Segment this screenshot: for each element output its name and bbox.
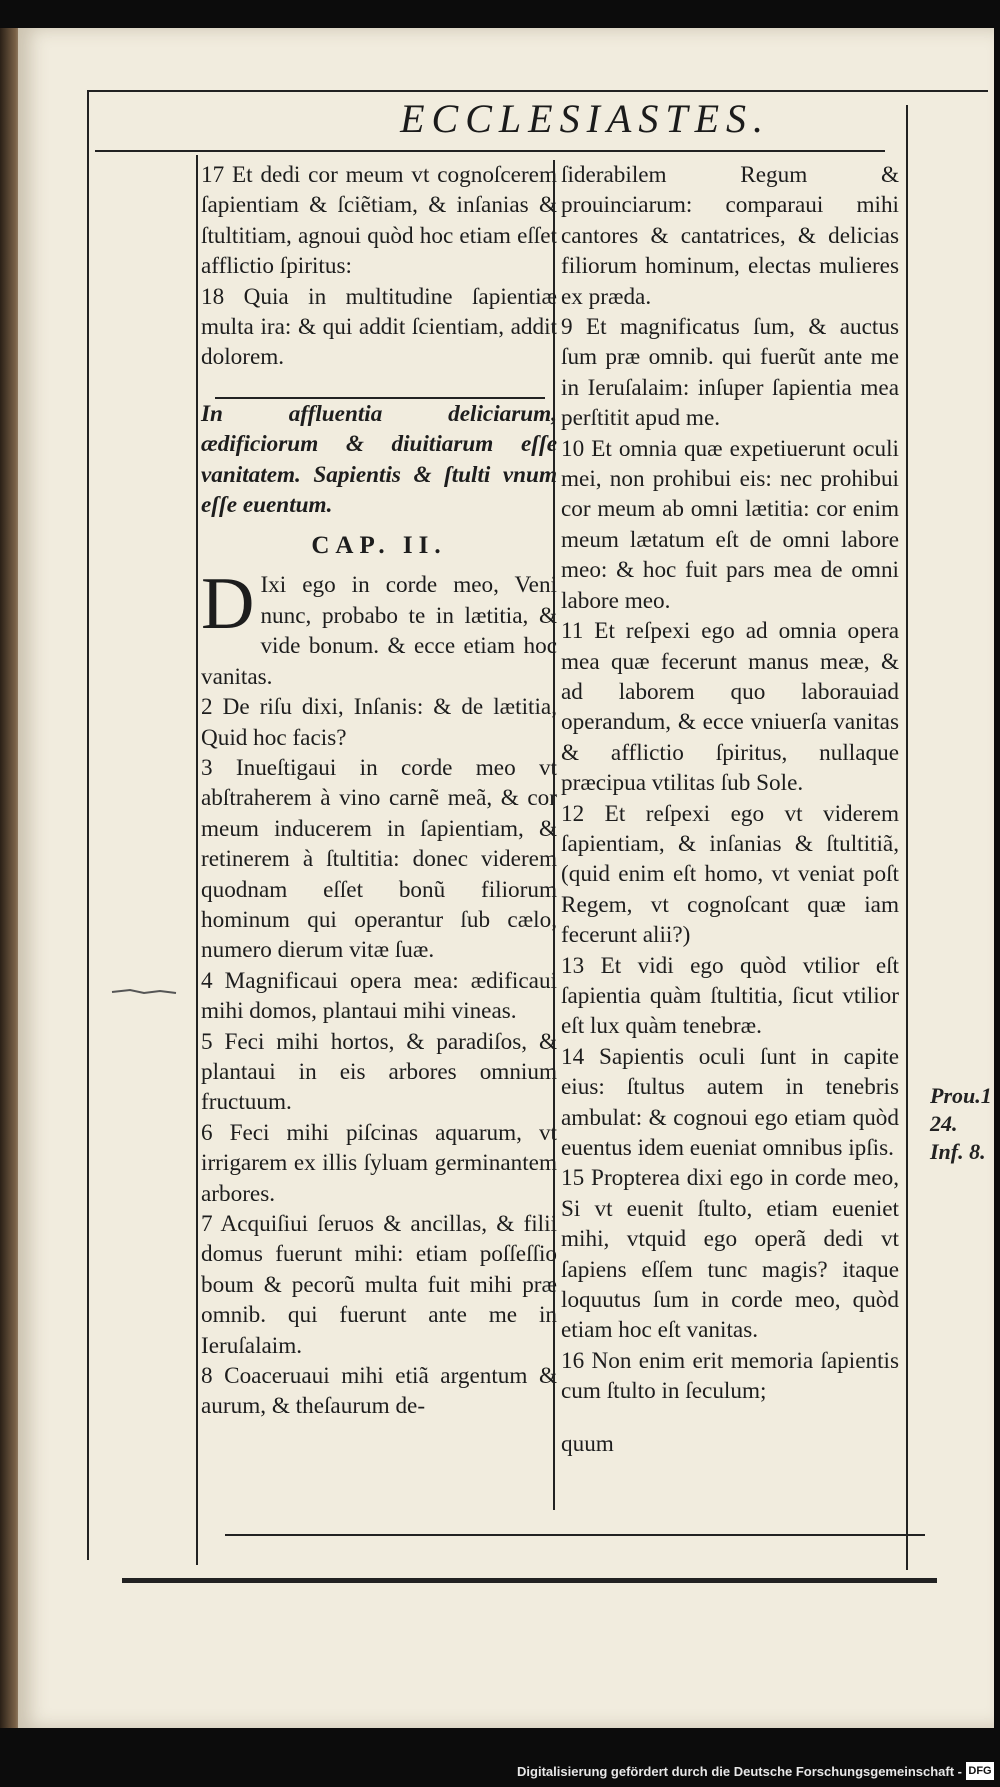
column-left-rule bbox=[196, 155, 198, 1565]
verse-7: 7 Acquiſiui ſeruos & ancillas, & filii domus fuerunt mihi: etiam poſſeſſio boum & pecorũ multa fuit mihi præ omnib. qui fuerunt ante me in Ieruſalaim. bbox=[201, 1211, 557, 1359]
summary-rule bbox=[215, 397, 545, 399]
verse-1-text: Ixi ego in corde meo, Veni nunc, probabo te in lætitia, & vide bonum. & ecce etiam hoc vanitas. bbox=[201, 572, 557, 690]
verse-4: 4 Magnificaui opera mea: ædificaui mihi domos, plantaui mihi vineas. bbox=[201, 967, 557, 1025]
verse-12: 12 Et reſpexi ego vt viderem ſapientiam, & inſanias & ſtultitiã, (quid enim eſt homo, vt veniat poſt Regem, vt cognoſcant quæ iam fecerunt alii?) bbox=[561, 800, 899, 949]
footer-rule-thin bbox=[225, 1534, 925, 1536]
verse-18: 18 Quia in multitudine ſapientiæ multa ira: & qui addit ſcientiam, addit dolorem. bbox=[201, 283, 557, 371]
verse-13: 13 Et vidi ego quòd vtilior eſt ſapientia quàm ſtultitia, ſicut vtilior eſt lux quàm tenebræ. bbox=[561, 952, 899, 1040]
chapter-summary: In affluentia deliciarum, ædificiorum & diuitiarum eſſe vanitatem. Sapientis & ſtulti vnum eſſe euentum. bbox=[201, 400, 557, 519]
verse-17: 17 Et dedi cor meum vt cognoſcerem ſapientiam & ſciẽtiam, & inſanias & ſtultitiam, agnoui quòd hoc etiam eſſet afflictio ſpiritus: bbox=[201, 162, 557, 280]
margin-note-line: 24. bbox=[930, 1111, 958, 1136]
verse-6: 6 Feci mihi piſcinas aquarum, vt irrigarem ex illis ſyluam germinantem arbores. bbox=[201, 1119, 557, 1207]
verse-3: 3 Inueſtigaui in corde meo vt abſtraherem à vino carnẽ meã, & cor meum inducerem in ſapientiam, & retinerem à ſtultitia: donec viderem quodnam eſſet bonũ filiorum hominum qui operantur ſub cælo, numero dierum vitæ ſuæ. bbox=[201, 754, 557, 964]
left-column bbox=[201, 160, 557, 1422]
running-head-title: ECCLESIASTES. bbox=[400, 96, 770, 141]
dfg-logo: DFG bbox=[966, 1762, 994, 1780]
verse-14: 14 Sapientis oculi ſunt in capite eius: ſtultus autem in tenebris ambulat: & cognoui ego etiam quòd euentus idem eueniat omnibus ipſis. bbox=[561, 1043, 899, 1161]
verse-10: 10 Et omnia quæ expetiuerunt oculi mei, non prohibui eis: nec prohibui cor meum ab omni lætitia: cor enim meum lætatum eſt de omni labore meo: & hoc fuit pars mea de omni labore meo. bbox=[561, 435, 899, 614]
footer-rule-thick bbox=[122, 1578, 937, 1583]
verse-11: 11 Et reſpexi ego ad omnia opera mea quæ fecerunt manus meæ, & ad laborem quo laborauiad operandum, & ecce vniuerſa vanitas & afflictio ſpiritus, nullaque præcipua vtilitas ſub Sole. bbox=[561, 618, 899, 797]
verse-1 bbox=[201, 563, 557, 692]
verse-2: 2 De riſu dixi, Inſanis: & de lætitia, Quid hoc facis? bbox=[201, 694, 557, 751]
digitization-credit: Digitalisierung gefördert durch die Deutsche Forschungsgemeinschaft - bbox=[517, 1764, 962, 1779]
drop-capital: D bbox=[201, 563, 255, 646]
right-column bbox=[561, 160, 899, 1459]
verse-8: 8 Coaceruaui mihi etiã argentum & aurum, & theſaurum de- bbox=[201, 1363, 557, 1420]
frame-right-rule bbox=[906, 105, 908, 1570]
header-rule-bottom bbox=[95, 150, 885, 152]
margin-cross-reference bbox=[930, 1082, 996, 1166]
margin-note-line: Prou.1 bbox=[930, 1083, 992, 1108]
verse-9: 9 Et magnificatus ſum, & auctus ſum præ omnib. qui fuerũt ante me in Ieruſalaim: inſuper ſapientia mea perſtitit apud me. bbox=[561, 314, 899, 432]
margin-ornament-icon bbox=[110, 985, 180, 999]
spacer bbox=[201, 373, 557, 397]
margin-note-line: Inf. 8. bbox=[930, 1139, 986, 1164]
catchword: quum bbox=[561, 1430, 614, 1457]
frame-left-rule bbox=[87, 90, 89, 1560]
verse-16: 16 Non enim erit memoria ſapientis cum ſtulto in ſeculum; bbox=[561, 1347, 899, 1405]
verse-15: 15 Propterea dixi ego in corde meo, Si vt euenit ſtulto, etiam eueniet mihi, vtquid ego operã dedi vt ſapiens eſſem tunc magis? itaque loquutus ſum in corde meo, quòd etiam hoc eſt vanitas. bbox=[561, 1165, 899, 1344]
chapter-heading: CAP. II. bbox=[311, 532, 447, 560]
header-rule-top bbox=[88, 90, 988, 92]
verse-8-continued: ſiderabilem Regum & prouinciarum: comparaui mihi cantores & cantatrices, & delicias filiorum hominum, electas mulieres ex præda. bbox=[561, 162, 899, 310]
verse-5: 5 Feci mihi hortos, & paradiſos, & plantaui in eis arbores omnium fructuum. bbox=[201, 1028, 557, 1116]
